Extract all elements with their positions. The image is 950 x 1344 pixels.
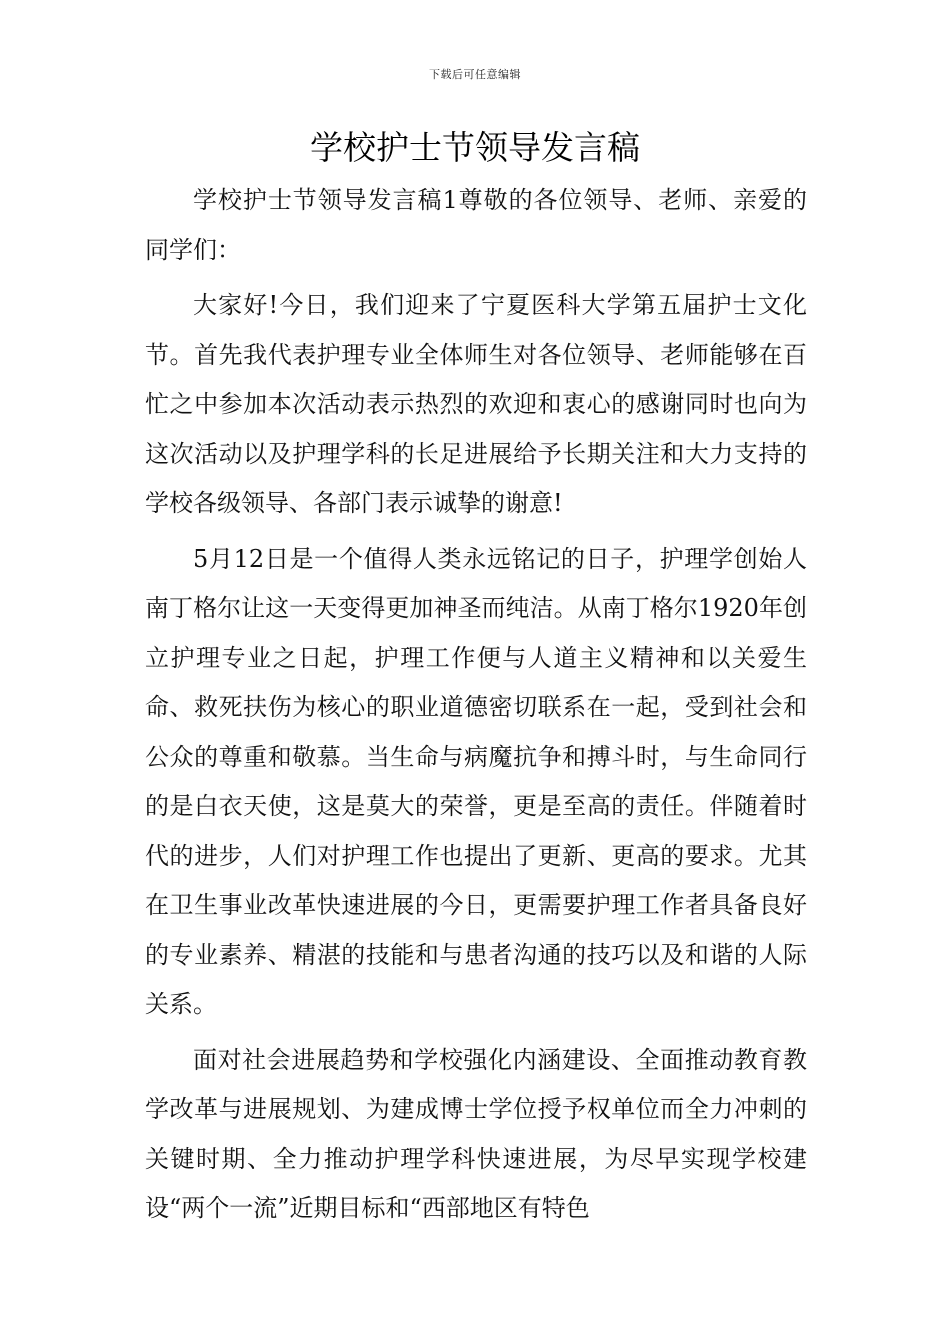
paragraph-1: 学校护士节领导发言稿1尊敬的各位领导、老师、亲爱的同学们： [145,186,807,264]
paragraph-2: 大家好!今日，我们迎来了宁夏医科大学第五届护士文化节。首先我代表护理专业全体师生对各位领导、老师能够在百忙之中参加本次活动表示热烈的欢迎和衷心的感谢同时也向为这次活动以及护理学科的长足进展给予长期关注和大力支持的学校各级领导、各部门表示诚挚的谢意! [145,291,807,517]
document-title: 学校护士节领导发言稿 [310,128,640,167]
paragraph-4: 面对社会进展趋势和学校强化内涵建设、全面推动教育教学改革与进展规划、为建成博士学位授予权单位而全力冲刺的关键时期、全力推动护理学科快速进展，为尽早实现学校建设“两个一流”近期目标和“西部地区有特色 [145,1045,807,1222]
header-note: 下载后可任意编辑 [429,68,521,81]
document-body [145,176,807,1234]
paragraph-3: 5月12日是一个值得人类永远铭记的日子，护理学创始人南丁格尔让这一天变得更加神圣而纯洁。从南丁格尔1920年创立护理专业之日起，护理工作便与人道主义精神和以关爱生命、救死扶伤为核心的职业道德密切联系在一起，受到社会和公众的尊重和敬慕。当生命与病魔抗争和搏斗时，与生命同行的是白衣天使，这是莫大的荣誉，更是至高的责任。伴随着时代的进步，人们对护理工作也提出了更新、更高的要求。尤其在卫生事业改革快速进展的今日，更需要护理工作者具备良好的专业素养、精湛的技能和与患者沟通的技巧以及和谐的人际关系。 [145,544,807,1018]
